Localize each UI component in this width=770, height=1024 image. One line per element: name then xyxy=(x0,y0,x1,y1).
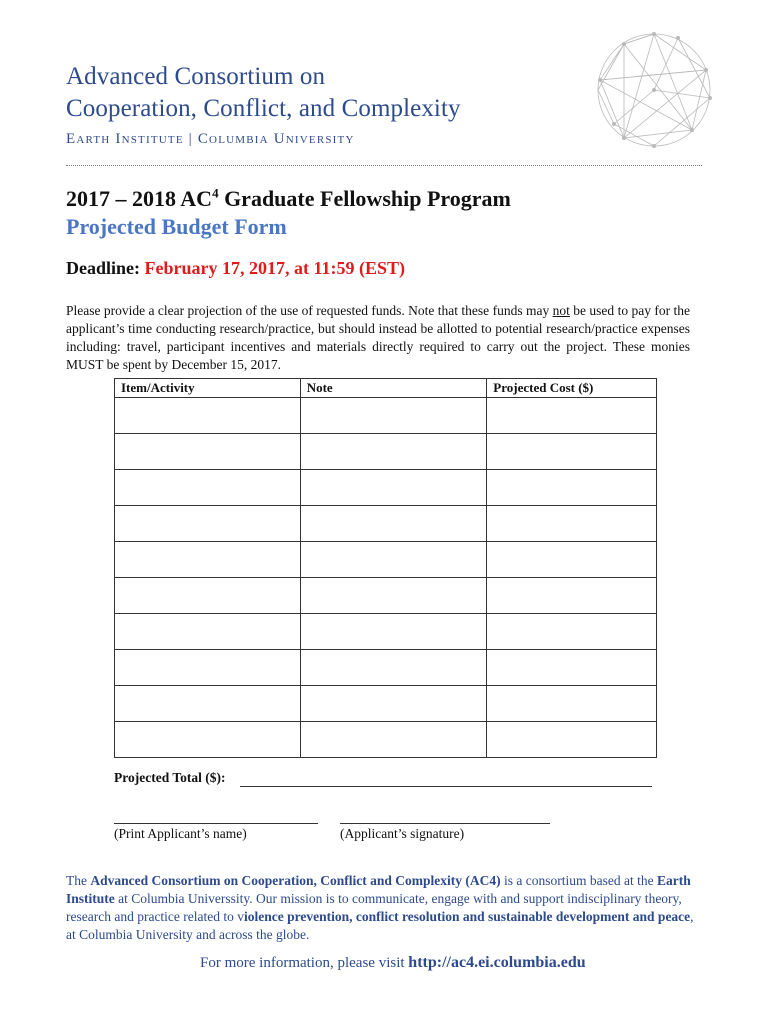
cost-cell[interactable] xyxy=(487,614,657,650)
applicant-signature-label: (Applicant’s signature) xyxy=(340,826,465,841)
about-paragraph: The Advanced Consortium on Cooperation, Conflict and Complexity (AC4) is a consortium based at the Earth Institute at Columbia Universsity. Our mission is to communicate, engage with and support indisciplinary theory, research and practice related to violence prevention, conflict resolution and sustainable development and peace, at Columbia University and across the globe. xyxy=(66,873,694,942)
cost-cell[interactable] xyxy=(487,470,657,506)
note-cell[interactable] xyxy=(300,686,487,722)
table-row xyxy=(115,686,657,722)
table-row xyxy=(115,470,657,506)
table-row xyxy=(115,614,657,650)
projected-total-field[interactable] xyxy=(240,786,652,787)
note-cell[interactable] xyxy=(300,650,487,686)
column-header-item: Item/Activity xyxy=(115,379,301,398)
cost-cell[interactable] xyxy=(487,434,657,470)
item-cell[interactable] xyxy=(115,686,301,722)
note-cell[interactable] xyxy=(300,398,487,434)
note-cell[interactable] xyxy=(300,722,487,758)
column-header-note: Note xyxy=(300,379,487,398)
note-cell[interactable] xyxy=(300,614,487,650)
item-cell[interactable] xyxy=(115,722,301,758)
applicant-name-label: (Print Applicant’s name) xyxy=(114,826,247,841)
applicant-name-field[interactable] xyxy=(114,823,318,824)
network-sphere-icon xyxy=(594,30,714,150)
table-row xyxy=(115,578,657,614)
page-title: 2017 – 2018 $AC^4$ Graduate Fellowship Program xyxy=(66,185,511,211)
table-header-row xyxy=(115,379,657,398)
cost-cell[interactable] xyxy=(487,650,657,686)
item-cell[interactable] xyxy=(115,506,301,542)
header-divider xyxy=(66,165,702,166)
deadline xyxy=(66,258,405,279)
cost-cell[interactable] xyxy=(487,686,657,722)
applicant-signature-field[interactable] xyxy=(340,823,550,824)
cost-cell[interactable] xyxy=(487,722,657,758)
item-cell[interactable] xyxy=(115,542,301,578)
website-link[interactable]: http://ac4.ei.columbia.edu xyxy=(408,954,586,971)
org-name-line2: Cooperation, Conflict, and Complexity xyxy=(66,95,461,122)
cost-cell[interactable] xyxy=(487,506,657,542)
table-row xyxy=(115,434,657,470)
budget-table xyxy=(114,378,657,758)
note-cell[interactable] xyxy=(300,542,487,578)
item-cell[interactable] xyxy=(115,650,301,686)
note-cell[interactable] xyxy=(300,506,487,542)
more-info: For more information, please visit http://ac4.ei.columbia.edu xyxy=(200,954,586,971)
cost-cell[interactable] xyxy=(487,578,657,614)
org-affiliation: Earth Institute | Columbia University xyxy=(66,131,355,147)
cost-cell[interactable] xyxy=(487,398,657,434)
deadline-date: February 17, 2017, at 11:59 (EST) xyxy=(144,258,405,278)
instructions-paragraph: Please provide a clear projection of the use of requested funds. Note that these funds may not be used to pay for the applicant’s time conducting research/practice, but should instead be allotted to potential research/practice expenses including: travel, participant incentives and materials directly required to carry out the project. These monies MUST be spent by December 15, 2017. xyxy=(66,303,691,372)
table-row xyxy=(115,650,657,686)
item-cell[interactable] xyxy=(115,398,301,434)
note-cell[interactable] xyxy=(300,578,487,614)
note-cell[interactable] xyxy=(300,470,487,506)
item-cell[interactable] xyxy=(115,434,301,470)
table-row xyxy=(115,398,657,434)
table-row xyxy=(115,506,657,542)
note-cell[interactable] xyxy=(300,434,487,470)
org-name-line1: Advanced Consortium on xyxy=(66,63,326,90)
deadline-label: Deadline: xyxy=(66,258,145,278)
table-row xyxy=(115,722,657,758)
cost-cell[interactable] xyxy=(487,542,657,578)
item-cell[interactable] xyxy=(115,614,301,650)
form-subtitle: Projected Budget Form xyxy=(66,214,287,239)
item-cell[interactable] xyxy=(115,578,301,614)
table-row xyxy=(115,542,657,578)
column-header-cost: Projected Cost ($) xyxy=(487,379,657,398)
projected-total-label: Projected Total ($): xyxy=(114,770,226,785)
item-cell[interactable] xyxy=(115,470,301,506)
